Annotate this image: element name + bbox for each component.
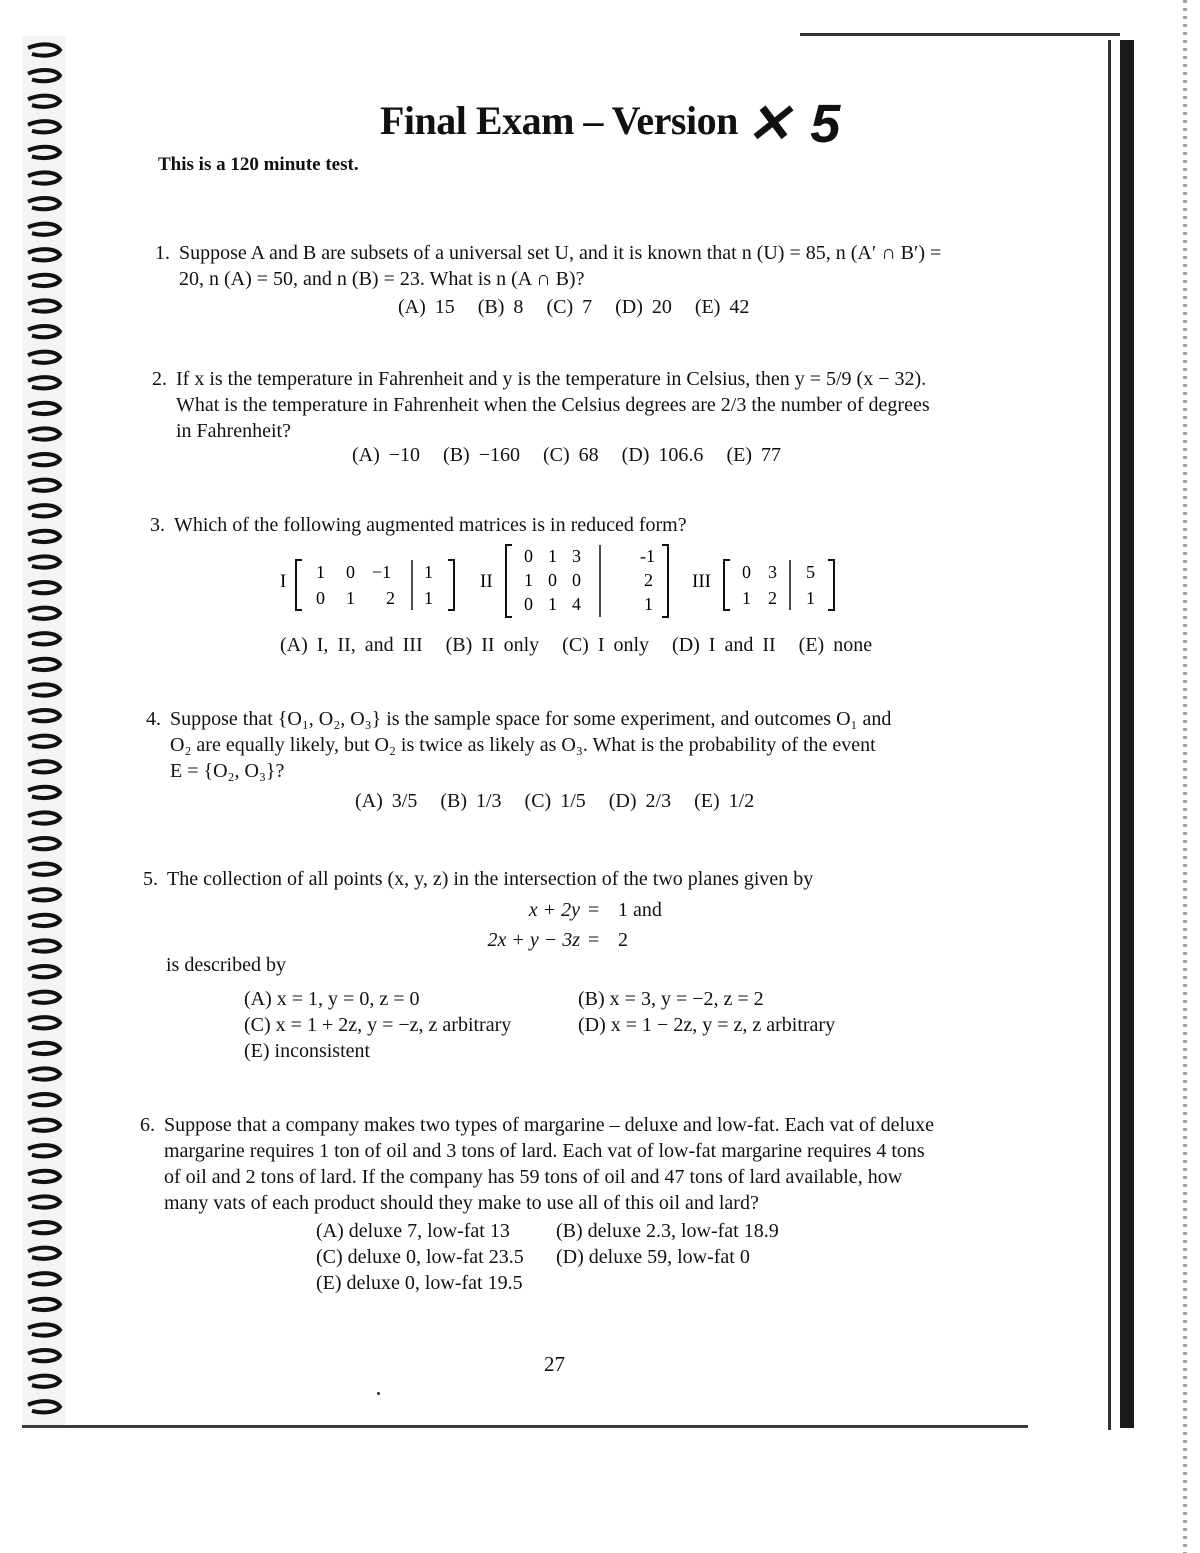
question-text — [164, 1112, 934, 1216]
choice-c: (C) deluxe 0, low-fat 23.5 — [316, 1246, 524, 1268]
matrix-cell: 0 — [346, 562, 355, 582]
scan-edge-noise — [1183, 0, 1187, 1553]
spiral-ring — [28, 1401, 60, 1412]
spiral-ring — [28, 992, 60, 1003]
spiral-ring — [28, 70, 60, 81]
choice-a: (A) −10 — [352, 444, 421, 466]
spiral-ring — [28, 326, 60, 337]
matrix-iii-label: III — [692, 571, 711, 592]
page-bottom-edge — [22, 1425, 1028, 1428]
question-number: 3. — [150, 514, 165, 536]
spiral-ring — [28, 275, 60, 286]
question-5-after: is described by — [166, 954, 286, 976]
spiral-ring — [28, 505, 60, 516]
question-number: 6. — [140, 1114, 155, 1136]
choice-b: (B) −160 — [443, 444, 520, 466]
question-text — [176, 366, 930, 444]
question-number: 2. — [152, 368, 167, 390]
choice-c: (C) 7 — [546, 296, 593, 318]
question-line: 20, n (A) = 50, and n (B) = 23. What is n (A ∩ B)? — [179, 268, 585, 290]
spiral-ring — [28, 812, 60, 823]
augmented-matrices — [280, 540, 860, 620]
choice-c: (C) I only — [562, 634, 650, 656]
question-text — [167, 866, 813, 892]
question-line: If x is the temperature in Fahrenheit and y is the temperature in Celsius, then y = 5/9 (x − 32). — [176, 368, 927, 390]
spiral-ring — [28, 864, 60, 875]
matrix-cell: 1 — [548, 594, 557, 614]
handwritten-version-mark: ✕ 5 — [746, 94, 843, 154]
choice-d: (D) deluxe 59, low-fat 0 — [556, 1246, 750, 1268]
matrix-cell: -1 — [640, 546, 655, 566]
choice-a: (A) 3/5 — [355, 790, 418, 812]
spiral-ring — [28, 44, 60, 55]
choice-a: (A) I, II, and III — [280, 634, 423, 656]
spiral-ring — [28, 147, 60, 158]
question-line: What is the temperature in Fahrenheit when the Celsius degrees are 2/3 the number of degrees — [176, 394, 930, 416]
matrix-i-label: I — [280, 571, 287, 592]
spiral-ring — [28, 198, 60, 209]
question-line: O₂ are equally likely, but O₂ is twice as likely as O₃. What is the probability of the event — [170, 734, 876, 756]
choice-d: (D) 106.6 — [621, 444, 704, 466]
choice-d: (D) 2/3 — [608, 790, 672, 812]
question-6-choices — [316, 1218, 876, 1298]
equation-lhs: 2x + y − 3z — [487, 929, 580, 951]
spiral-ring — [28, 428, 60, 439]
matrix-cell: 3 — [572, 546, 581, 566]
question-text — [179, 240, 941, 292]
spiral-ring — [28, 787, 60, 798]
question-5-choices — [244, 986, 944, 1066]
choice-a: (A) deluxe 7, low-fat 13 — [316, 1220, 510, 1242]
spiral-ring — [28, 582, 60, 593]
question-line: many vats of each product should they make to use all of this oil and lard? — [164, 1192, 759, 1214]
matrix-cell: 2 — [768, 588, 777, 608]
question-number: 4. — [146, 708, 161, 730]
matrix-cell: 0 — [524, 546, 533, 566]
spiral-ring — [28, 1222, 60, 1233]
choice-e: (E) 1/2 — [694, 790, 755, 812]
choice-c: (C) x = 1 + 2z, y = −z, z arbitrary — [244, 1014, 512, 1036]
question-number: 5. — [143, 868, 158, 890]
spiral-ring — [28, 300, 60, 311]
spiral-ring — [28, 1273, 60, 1284]
matrix-cell: 1 — [806, 588, 815, 608]
spiral-ring — [28, 889, 60, 900]
spiral-ring — [28, 966, 60, 977]
exam-duration-note: This is a 120 minute test. — [158, 154, 359, 175]
choice-e: (E) 77 — [726, 444, 781, 466]
matrix-cell: 2 — [644, 570, 653, 590]
spiral-ring — [28, 172, 60, 183]
page-top-edge — [800, 33, 1120, 36]
page-shadow-right — [1120, 40, 1134, 1428]
matrix-cell: 0 — [316, 588, 325, 608]
question-text — [174, 512, 687, 538]
matrix-cell: 0 — [742, 562, 751, 582]
spiral-ring — [28, 531, 60, 542]
spiral-ring — [28, 608, 60, 619]
spiral-ring — [28, 1171, 60, 1182]
spiral-ring — [28, 659, 60, 670]
equation-equals: = — [588, 929, 600, 951]
spiral-ring — [28, 1145, 60, 1156]
spiral-ring — [28, 1068, 60, 1079]
equation-rhs: 1 and — [618, 899, 662, 921]
question-line: The collection of all points (x, y, z) in the intersection of the two planes given by — [167, 868, 814, 890]
spiral-ring — [28, 761, 60, 772]
question-line: Suppose that {O₁, O₂, O₃} is the sample space for some experiment, and outcomes O₁ and — [170, 708, 892, 730]
spiral-ring — [28, 480, 60, 491]
matrix-cell: 1 — [424, 562, 433, 582]
spiral-ring — [28, 556, 60, 567]
choice-e: (E) 42 — [694, 296, 750, 318]
choice-a: (A) 15 — [398, 296, 455, 318]
spiral-ring — [28, 454, 60, 465]
spiral-ring — [28, 1120, 60, 1131]
spiral-ring — [28, 1094, 60, 1105]
matrix-cell: 3 — [768, 562, 777, 582]
choice-b: (B) x = 3, y = −2, z = 2 — [578, 988, 764, 1010]
spiral-ring — [28, 1350, 60, 1361]
spiral-ring — [28, 1248, 60, 1259]
question-line: in Fahrenheit? — [176, 420, 291, 442]
matrix-cell: 0 — [524, 594, 533, 614]
matrix-cell: −1 — [372, 562, 392, 582]
page-number: 27 — [544, 1352, 565, 1376]
choice-d: (D) x = 1 − 2z, y = z, z arbitrary — [578, 1014, 836, 1036]
spiral-ring — [28, 377, 60, 388]
question-2-choices — [352, 444, 795, 467]
matrix-i — [280, 560, 454, 610]
choice-b: (B) 1/3 — [440, 790, 502, 812]
equation-lhs: x + 2y — [528, 899, 580, 921]
equation-rhs: 2 — [618, 929, 628, 951]
spiral-ring — [28, 249, 60, 260]
spiral-rings-icon — [22, 36, 66, 1426]
matrix-cell: 1 — [346, 588, 355, 608]
spiral-ring — [28, 96, 60, 107]
spiral-ring — [28, 352, 60, 363]
question-line: Suppose that a company makes two types of margarine – deluxe and low-fat. Each vat of deluxe — [164, 1114, 934, 1136]
matrix-cell: 1 — [548, 546, 557, 566]
matrix-cell: 1 — [644, 594, 653, 614]
matrix-cell: 1 — [424, 588, 433, 608]
question-line: Which of the following augmented matrices is in reduced form? — [174, 514, 687, 536]
choice-d: (D) I and II — [672, 634, 776, 656]
equation-equals: = — [588, 899, 600, 921]
choice-d: (D) 20 — [615, 296, 672, 318]
matrix-cell: 2 — [386, 588, 395, 608]
question-line: Suppose A and B are subsets of a universal set U, and it is known that n (U) = 85, n (A′ ∩ B′) = — [179, 242, 942, 264]
matrix-cell: 0 — [548, 570, 557, 590]
exam-title: Final Exam – Version — [380, 98, 738, 143]
matrix-iii — [692, 560, 834, 610]
spiral-ring — [28, 1324, 60, 1335]
matrix-cell: 0 — [572, 570, 581, 590]
matrix-cell: 5 — [806, 562, 815, 582]
spiral-ring — [28, 736, 60, 747]
question-number: 1. — [155, 242, 170, 264]
spiral-ring — [28, 403, 60, 414]
question-line: E = {O₂, O₃}? — [170, 760, 285, 782]
choice-b: (B) deluxe 2.3, low-fat 18.9 — [556, 1220, 779, 1242]
question-3-choices — [280, 634, 886, 657]
page-right-edge — [1108, 40, 1111, 1430]
choice-c: (C) 68 — [543, 444, 599, 466]
spiral-ring — [28, 121, 60, 132]
choice-e: (E) none — [798, 634, 873, 656]
choice-a: (A) x = 1, y = 0, z = 0 — [244, 988, 420, 1010]
spiral-ring — [28, 1017, 60, 1028]
spiral-ring — [28, 915, 60, 926]
spiral-ring — [28, 224, 60, 235]
matrix-ii-label: II — [480, 571, 493, 592]
choice-b: (B) II only — [445, 634, 540, 656]
question-1-choices — [398, 296, 763, 319]
choice-b: (B) 8 — [477, 296, 524, 318]
spiral-ring — [28, 1299, 60, 1310]
matrix-cell: 1 — [316, 562, 325, 582]
question-line: of oil and 2 tons of lard. If the company has 59 tons of oil and 47 tons of lard available, how — [164, 1166, 903, 1188]
question-line: margarine requires 1 ton of oil and 3 tons of lard. Each vat of low-fat margarine requires 4 tons — [164, 1140, 925, 1162]
matrix-ii — [480, 545, 668, 617]
question-text — [170, 706, 891, 784]
spiral-ring — [28, 684, 60, 695]
spiral-ring — [28, 838, 60, 849]
spiral-ring — [28, 1043, 60, 1054]
spiral-binding — [22, 36, 66, 1426]
matrix-cell: 1 — [742, 588, 751, 608]
spiral-ring — [28, 710, 60, 721]
speck — [377, 1392, 380, 1395]
matrix-cell: 4 — [572, 594, 581, 614]
spiral-ring — [28, 1196, 60, 1207]
choice-e: (E) deluxe 0, low-fat 19.5 — [316, 1272, 523, 1294]
question-4-choices — [355, 790, 768, 813]
choice-c: (C) 1/5 — [524, 790, 586, 812]
matrix-cell: 1 — [524, 570, 533, 590]
spiral-ring — [28, 1376, 60, 1387]
spiral-ring — [28, 633, 60, 644]
spiral-ring — [28, 940, 60, 951]
choice-e: (E) inconsistent — [244, 1040, 371, 1062]
